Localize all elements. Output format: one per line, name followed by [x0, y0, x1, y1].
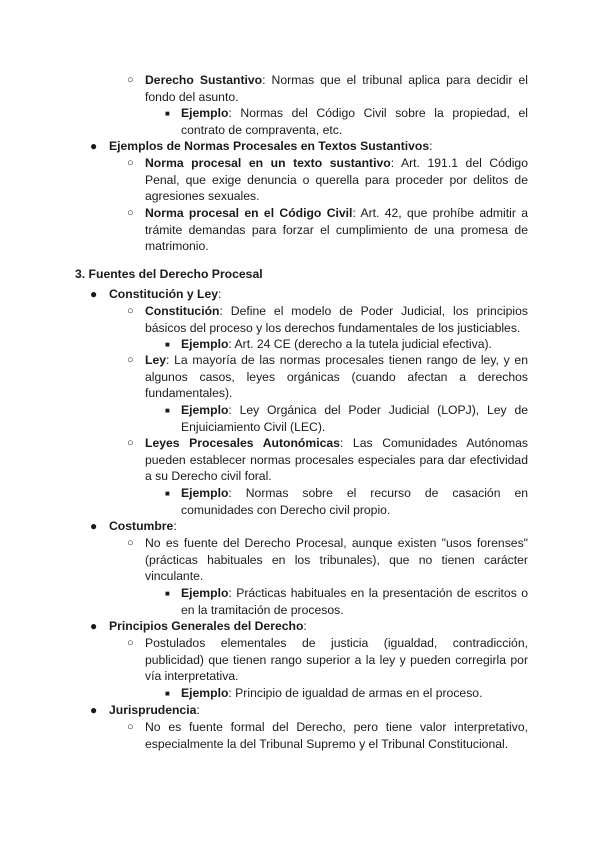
circle-bullet-icon: ○ — [127, 354, 134, 366]
circle-bullet-icon: ○ — [127, 157, 134, 169]
suffix: : — [173, 519, 177, 533]
term: Constitución — [145, 304, 220, 318]
list-item-leyes-autonomicas — [145, 435, 528, 485]
list-item-constitucion-ley — [109, 286, 528, 303]
suffix: : — [196, 703, 200, 717]
list-item-costumbre — [109, 518, 528, 535]
square-bullet-icon: ■ — [165, 589, 170, 598]
definition: : Normas del Código Civil sobre la propiedad, el contrato de compraventa, etc. — [181, 106, 528, 137]
suffix: : — [218, 287, 222, 301]
list-item-ejemplo — [181, 336, 528, 353]
term: Leyes Procesales Autonómicas — [145, 436, 340, 450]
definition: : Define el modelo de Poder Judicial, los principios básicos del proceso y los derechos fundamentales de los justiciables. — [145, 304, 528, 335]
term: Ejemplo — [181, 403, 229, 417]
list-item-norma-penal — [145, 155, 528, 205]
section-heading: 3. Fuentes del Derecho Procesal — [75, 267, 263, 281]
heading-suffix: : — [429, 139, 433, 153]
term: Ejemplo — [181, 486, 229, 500]
list-item-jurisprudencia — [109, 702, 528, 719]
list-item-ejemplo — [181, 402, 528, 435]
circle-bullet-icon: ○ — [127, 721, 134, 733]
square-bullet-icon: ■ — [165, 340, 170, 349]
term: Ejemplo — [181, 337, 229, 351]
label: Costumbre — [109, 519, 174, 533]
definition: : Normas sobre el recurso de casación en comunidades con Derecho civil propio. — [181, 486, 528, 517]
disc-bullet-icon: ● — [90, 139, 98, 153]
term: Ejemplo — [181, 106, 229, 120]
square-bullet-icon: ■ — [165, 109, 170, 118]
list-item-ejemplo — [181, 585, 528, 618]
definition: : La mayoría de las normas procesales tienen rango de ley, y en algunos casos, leyes orgánicas (cuando afectan a derechos fundamentales). — [145, 353, 528, 400]
disc-bullet-icon: ● — [90, 287, 98, 301]
square-bullet-icon: ■ — [165, 689, 170, 698]
list-item-norma-civil — [145, 205, 528, 255]
square-bullet-icon: ■ — [165, 406, 170, 415]
circle-bullet-icon: ○ — [127, 437, 134, 449]
definition: : Art. 42, que prohíbe admitir a trámite demandas para forzar el cumplimiento de una promesa de matrimonio. — [145, 206, 528, 253]
term: Ejemplo — [181, 586, 229, 600]
circle-bullet-icon: ○ — [127, 637, 134, 649]
list-item-costumbre-texto: No es fuente del Derecho Procesal, aunque existen "usos forenses" (prácticas habituales en los tribunales), que no tienen carácter vinculante. — [145, 536, 528, 583]
term: Derecho Sustantivo — [145, 73, 263, 87]
circle-bullet-icon: ○ — [127, 537, 134, 549]
term: Norma procesal en el Código Civil — [145, 206, 353, 220]
list-item-jurisprudencia-texto: No es fuente formal del Derecho, pero tiene valor interpretativo, especialmente la del Tribunal Supremo y el Tribunal Constitucional. — [145, 720, 528, 751]
list-item-ejemplo — [181, 105, 528, 138]
label: Principios Generales del Derecho — [109, 619, 304, 633]
circle-bullet-icon: ○ — [127, 207, 134, 219]
definition: : Ley Orgánica del Poder Judicial (LOPJ), Ley de Enjuiciamiento Civil (LEC). — [181, 403, 528, 434]
disc-bullet-icon: ● — [90, 703, 98, 717]
definition: : Las Comunidades Autónomas pueden establecer normas procesales especiales para dar efectividad a su Derecho civil foral. — [145, 436, 528, 483]
label: Jurisprudencia — [109, 703, 197, 717]
list-item-ejemplo — [181, 685, 528, 702]
list-item-ley — [145, 352, 528, 402]
list-item-principios-texto: Postulados elementales de justicia (igualdad, contradicción, publicidad) que tienen rango superior a la ley y pueden corregirla por vía interpretativa. — [145, 636, 528, 683]
disc-bullet-icon: ● — [90, 619, 98, 633]
definition: : Normas que el tribunal aplica para decidir el fondo del asunto. — [145, 73, 528, 104]
square-bullet-icon: ■ — [165, 489, 170, 498]
term: Ley — [145, 353, 167, 367]
circle-bullet-icon: ○ — [127, 74, 134, 86]
term: Ejemplo — [181, 686, 229, 700]
list-item-derecho-sustantivo — [145, 72, 528, 105]
definition: : Art. 24 CE (derecho a la tutela judicial efectiva). — [228, 337, 492, 351]
definition: : Prácticas habituales en la presentación de escritos o en la tramitación de procesos. — [181, 586, 528, 617]
list-item-ejemplo — [181, 485, 528, 518]
term: Norma procesal en un texto sustantivo — [145, 156, 391, 170]
list-item-constitucion — [145, 303, 528, 336]
list-item-ejemplos-normas — [109, 138, 528, 155]
label: Constitución y Ley — [109, 287, 219, 301]
disc-bullet-icon: ● — [90, 519, 98, 533]
suffix: : — [303, 619, 307, 633]
definition: : Principio de igualdad de armas en el proceso. — [228, 686, 483, 700]
heading-label: Ejemplos de Normas Procesales en Textos Sustantivos — [109, 139, 430, 153]
definition: : Art. 191.1 del Código Penal, que exige denuncia o querella para proceder por delitos de agresiones sexuales. — [145, 156, 528, 203]
list-item-principios — [109, 618, 528, 635]
circle-bullet-icon: ○ — [127, 305, 134, 317]
